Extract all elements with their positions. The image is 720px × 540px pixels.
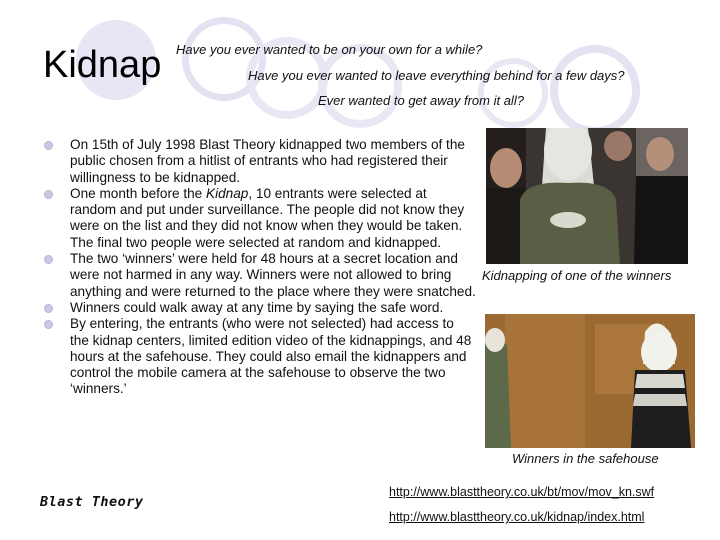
bullet-text: The two ‘winners’ were held for 48 hours at a secret location and were not harmed in any way. Winners were not allowed to bring anything and were returned to the place where they were snatched. — [70, 251, 476, 299]
blast-theory-logo: Blast Theory — [40, 494, 144, 510]
bullet-item — [44, 186, 476, 251]
kidnapping-caption: Kidnapping of one of the winners — [482, 268, 672, 283]
link-kidnap-index[interactable]: http://www.blasttheory.co.uk/kidnap/index.html — [389, 510, 645, 524]
bullet-icon — [44, 255, 53, 264]
bullet-text: On 15th of July 1998 Blast Theory kidnapped two members of the public chosen from a hitlist of entrants who had registered their willingness to be kidnapped. — [70, 137, 465, 185]
bullet-text: By entering, the entrants (who were not selected) had access to the kidnap centers, limited edition video of the kidnappings, and 48 hours at the safehouse. They could also email the kidnappers and control the mobile camera at the safehouse to observe the two ‘winners.’ — [70, 316, 472, 397]
bullet-icon — [44, 190, 53, 199]
bullet-item — [44, 251, 476, 300]
bullet-emphasis: Kidnap — [206, 185, 249, 201]
bullet-text: , 10 entrants were selected at random and put under surveillance. The people did not know they were on the list and they did not know when they would be taken. The final two people were selected at random and kidnapped. — [70, 185, 465, 250]
safehouse-photo-image — [485, 314, 695, 448]
kidnapping-photo-image — [486, 128, 688, 264]
page-title: Kidnap — [43, 44, 162, 86]
bullet-icon — [44, 304, 53, 313]
safehouse-caption: Winners in the safehouse — [512, 451, 659, 466]
bullet-item — [44, 300, 476, 316]
decorative-circle-6 — [550, 45, 640, 135]
bullet-icon — [44, 141, 53, 150]
kidnapping-photo — [486, 128, 688, 264]
bullet-icon — [44, 320, 53, 329]
bullet-text: One month before the — [70, 185, 207, 201]
bullet-item — [44, 137, 476, 186]
bullet-list — [44, 137, 476, 398]
question-3: Ever wanted to get away from it all? — [318, 93, 524, 108]
question-2: Have you ever wanted to leave everything behind for a few days? — [248, 68, 625, 83]
safehouse-photo — [485, 314, 695, 448]
bullet-item — [44, 316, 476, 397]
question-1: Have you ever wanted to be on your own for a while? — [176, 42, 483, 57]
link-movie[interactable]: http://www.blasttheory.co.uk/bt/mov/mov_kn.swf — [389, 485, 655, 499]
bullet-text: Winners could walk away at any time by saying the safe word. — [70, 299, 444, 315]
